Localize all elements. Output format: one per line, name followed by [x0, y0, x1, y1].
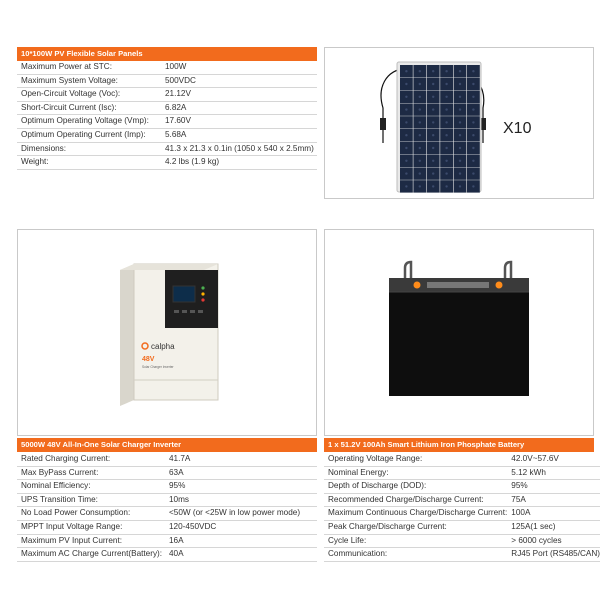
spec-row	[17, 156, 317, 170]
solar-cell-dot	[432, 160, 434, 162]
inverter-spec-table	[17, 453, 317, 562]
spec-value: RJ45 Port (RS485/CAN)	[507, 548, 600, 562]
solar-cell-dot	[459, 70, 461, 72]
spec-label: Communication:	[324, 548, 507, 562]
spec-row	[17, 466, 317, 480]
inverter-button-4	[198, 310, 203, 313]
spec-label: Dimensions:	[17, 142, 161, 156]
spec-value: 5.12 kWh	[507, 466, 600, 480]
panel-title-banner	[17, 47, 317, 61]
solar-cell-dot	[405, 172, 407, 174]
solar-cell-dot	[405, 121, 407, 123]
solar-cell-dot	[445, 83, 447, 85]
solar-cell-dot	[419, 70, 421, 72]
spec-row	[324, 534, 600, 548]
solar-cell-dot	[419, 160, 421, 162]
spec-row	[17, 548, 317, 562]
spec-label: MPPT Input Voltage Range:	[17, 520, 165, 534]
solar-cell-dot	[459, 147, 461, 149]
spec-value: 63A	[165, 466, 317, 480]
solar-cell-dot	[405, 83, 407, 85]
spec-row	[17, 493, 317, 507]
solar-cell-dot	[419, 172, 421, 174]
spec-label: Peak Charge/Discharge Current:	[324, 520, 507, 534]
inverter-led-3	[201, 298, 204, 301]
solar-cell-dot	[445, 121, 447, 123]
inverter-title: 5000W 48V All-In-One Solar Charger Inverter	[21, 440, 182, 449]
battery-handle-right	[505, 262, 511, 280]
solar-cell-dot	[445, 108, 447, 110]
solar-cell-dot	[472, 83, 474, 85]
solar-cell-dot	[432, 185, 434, 187]
solar-cell-dot	[459, 172, 461, 174]
solar-cell-dot	[432, 121, 434, 123]
inverter-button-2	[182, 310, 187, 313]
quantity-label: X10	[503, 120, 532, 137]
spec-label: Maximum AC Charge Current(Battery):	[17, 548, 165, 562]
solar-cell-dot	[472, 160, 474, 162]
battery-terminal-negative	[414, 282, 421, 289]
spec-row	[324, 453, 600, 466]
spec-row	[17, 101, 317, 115]
spec-row	[324, 466, 600, 480]
solar-cell-dot	[419, 108, 421, 110]
solar-cell-dot	[459, 160, 461, 162]
inverter-lcd-screen	[173, 286, 195, 302]
spec-value: 21.12V	[161, 88, 317, 102]
spec-row	[324, 480, 600, 494]
solar-cell-dot	[445, 96, 447, 98]
solar-cell-dot	[472, 147, 474, 149]
solar-panel-image	[325, 48, 593, 198]
solar-cell-dot	[472, 172, 474, 174]
solar-cell-dot	[445, 147, 447, 149]
solar-cell-dot	[459, 96, 461, 98]
inverter-device-caption: Solar Charger Inverter	[142, 365, 174, 369]
inverter-led-2	[201, 292, 204, 295]
inverter-voltage-badge: 48V	[142, 356, 155, 363]
panel-connector-left	[380, 118, 386, 130]
solar-cell-dot	[445, 160, 447, 162]
panel-title: 10*100W PV Flexible Solar Panels	[21, 49, 143, 58]
spec-value: 5.68A	[161, 128, 317, 142]
spec-row	[17, 88, 317, 102]
spec-label: Nominal Energy:	[324, 466, 507, 480]
solar-cell-dot	[472, 96, 474, 98]
solar-cell-dot	[445, 134, 447, 136]
solar-cell-dot	[419, 134, 421, 136]
panel-spec-table	[17, 61, 317, 170]
solar-cell-dot	[405, 70, 407, 72]
spec-label: Max ByPass Current:	[17, 466, 165, 480]
solar-cell-dot	[472, 70, 474, 72]
spec-label: Nominal Efficiency:	[17, 480, 165, 494]
solar-cell-dot	[459, 121, 461, 123]
spec-value: 120-450VDC	[165, 520, 317, 534]
spec-label: Rated Charging Current:	[17, 453, 165, 466]
spec-row	[17, 520, 317, 534]
solar-cell-dot	[419, 147, 421, 149]
battery-title-banner	[324, 438, 594, 452]
solar-cell-dot	[472, 134, 474, 136]
solar-cell-dot	[405, 134, 407, 136]
battery-image-box	[324, 229, 594, 436]
battery-terminal-positive	[496, 282, 503, 289]
solar-cell-dot	[405, 96, 407, 98]
spec-label: Maximum System Voltage:	[17, 74, 161, 88]
battery-handle-left	[405, 262, 411, 280]
spec-label: Open-Circuit Voltage (Voc):	[17, 88, 161, 102]
spec-row	[324, 493, 600, 507]
spec-row	[17, 507, 317, 521]
spec-label: Recommended Charge/Discharge Current:	[324, 493, 507, 507]
inverter-brand: calpha	[151, 342, 175, 351]
spec-label: Maximum Continuous Charge/Discharge Current:	[324, 507, 507, 521]
spec-label: Optimum Operating Voltage (Vmp):	[17, 115, 161, 129]
solar-cell-dot	[419, 185, 421, 187]
inverter-button-3	[190, 310, 195, 313]
solar-cell-dot	[419, 121, 421, 123]
solar-cell-dot	[459, 185, 461, 187]
spec-value: 41.7A	[165, 453, 317, 466]
solar-cell-dot	[445, 172, 447, 174]
spec-row	[17, 74, 317, 88]
spec-label: UPS Transition Time:	[17, 493, 165, 507]
solar-cell-dot	[445, 185, 447, 187]
spec-value: 125A(1 sec)	[507, 520, 600, 534]
solar-cell-dot	[405, 185, 407, 187]
solar-cell-dot	[405, 108, 407, 110]
spec-value: 95%	[165, 480, 317, 494]
panel-image-box	[324, 47, 594, 199]
spec-row	[17, 453, 317, 466]
spec-row	[324, 548, 600, 562]
spec-row	[324, 520, 600, 534]
spec-value: 16A	[165, 534, 317, 548]
spec-row	[17, 534, 317, 548]
solar-cell-dot	[419, 96, 421, 98]
solar-cell-dot	[432, 108, 434, 110]
solar-cell-dot	[445, 70, 447, 72]
battery-title: 1 x 51.2V 100Ah Smart Lithium Iron Phosphate Battery	[328, 440, 525, 449]
solar-cell-dot	[432, 134, 434, 136]
spec-row	[17, 480, 317, 494]
spec-label: Maximum Power at STC:	[17, 61, 161, 74]
inverter-button-1	[174, 310, 179, 313]
spec-value: > 6000 cycles	[507, 534, 600, 548]
inverter-top-cap	[120, 264, 218, 270]
inverter-side-panel	[120, 264, 134, 406]
solar-cell-dot	[432, 70, 434, 72]
inverter-led-1	[201, 286, 204, 289]
solar-cell-dot	[459, 83, 461, 85]
inverter-title-banner	[17, 438, 317, 452]
solar-cell-dot	[459, 108, 461, 110]
solar-cell-dot	[405, 160, 407, 162]
spec-label: Maximum PV Input Current:	[17, 534, 165, 548]
solar-cell-dot	[472, 108, 474, 110]
spec-value: 6.82A	[161, 101, 317, 115]
spec-value: 100A	[507, 507, 600, 521]
spec-value: 75A	[507, 493, 600, 507]
spec-row	[324, 507, 600, 521]
spec-value: 4.2 lbs (1.9 kg)	[161, 156, 317, 170]
battery-label-strip	[427, 282, 489, 288]
solar-cell-dot	[432, 83, 434, 85]
spec-value: 500VDC	[161, 74, 317, 88]
spec-value: 17.60V	[161, 115, 317, 129]
spec-value: 42.0V~57.6V	[507, 453, 600, 466]
solar-cell-dot	[405, 147, 407, 149]
spec-value: <50W (or <25W in low power mode)	[165, 507, 317, 521]
spec-row	[17, 128, 317, 142]
spec-label: Short-Circuit Current (Isc):	[17, 101, 161, 115]
spec-label: No Load Power Consumption:	[17, 507, 165, 521]
spec-row	[17, 61, 317, 74]
solar-cell-dot	[472, 121, 474, 123]
spec-row	[17, 115, 317, 129]
solar-cell-dot	[459, 134, 461, 136]
solar-cell-dot	[432, 172, 434, 174]
spec-label: Optimum Operating Current (Imp):	[17, 128, 161, 142]
inverter-image-box	[17, 229, 317, 436]
spec-label: Operating Voltage Range:	[324, 453, 507, 466]
inverter-image	[18, 230, 316, 435]
solar-cell-dot	[472, 185, 474, 187]
spec-label: Cycle Life:	[324, 534, 507, 548]
spec-value: 40A	[165, 548, 317, 562]
battery-image	[325, 230, 593, 435]
spec-label: Weight:	[17, 156, 161, 170]
spec-value: 10ms	[165, 493, 317, 507]
spec-row	[17, 142, 317, 156]
battery-spec-table	[324, 453, 600, 562]
spec-label: Depth of Discharge (DOD):	[324, 480, 507, 494]
spec-value: 100W	[161, 61, 317, 74]
solar-cell-dot	[432, 147, 434, 149]
spec-value: 41.3 x 21.3 x 0.1in (1050 x 540 x 2.5mm)	[161, 142, 317, 156]
battery-body	[389, 292, 529, 396]
solar-cell-dot	[419, 83, 421, 85]
solar-cell-dot	[432, 96, 434, 98]
spec-value: 95%	[507, 480, 600, 494]
